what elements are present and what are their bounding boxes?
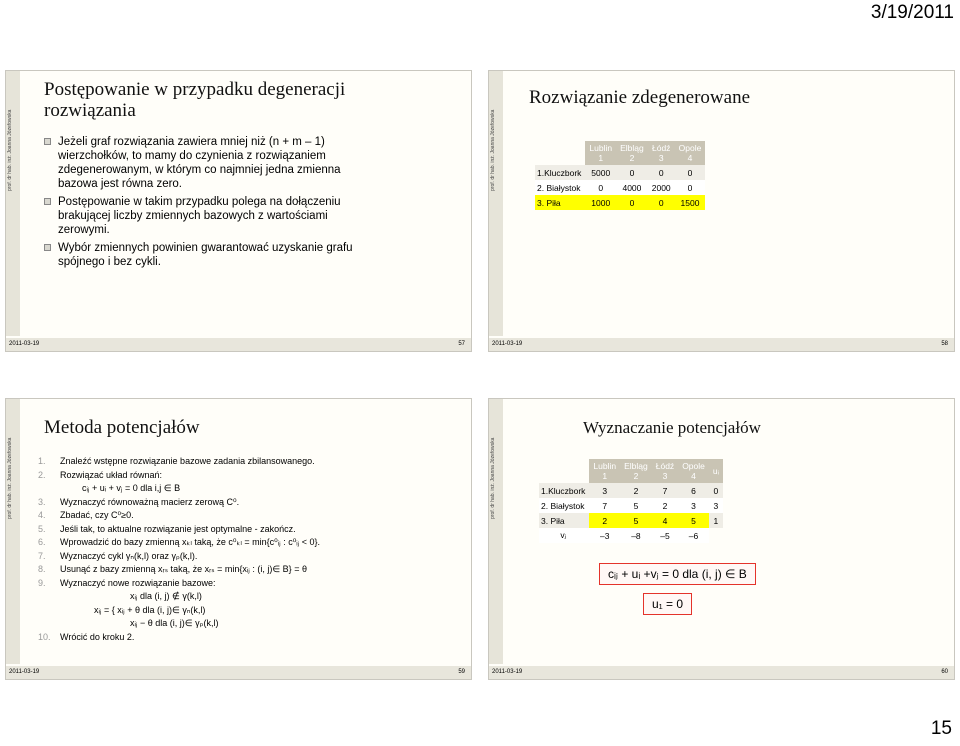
column-header: Elbląg 2 (620, 459, 652, 483)
step-formula: xᵢⱼ dla (i, j) ∉ γ(k,l) (130, 591, 202, 601)
page-number: 15 (930, 718, 952, 739)
author-label: prof. dr hab. inż. Joanna Józefowska (7, 109, 13, 191)
footer-slide-number: 57 (458, 341, 465, 347)
step-formula: xᵢⱼ − θ dla (i, j)∈ γₚ(k,l) (130, 618, 219, 628)
table-row: 1.Kluczbork 5000 0 0 0 (535, 165, 705, 180)
side-bar (6, 71, 20, 336)
step-item: 4. Zbadać, czy C⁰≥0. (38, 510, 134, 520)
slide-footer (6, 666, 471, 679)
side-bar (489, 71, 503, 336)
step-item: 10. Wrócić do kroku 2. (38, 631, 135, 642)
footer-slide-number: 59 (458, 669, 465, 675)
side-bar (489, 399, 503, 664)
footer-date: 2011-03-19 (492, 341, 523, 347)
bullet-list (44, 135, 364, 273)
table-row: 1.Kluczbork 3 2 7 6 0 (539, 483, 723, 498)
bullet-item: Jeżeli graf rozwiązania zawiera mniej niż (n + m – 1) wierzchołków, to mamy do czynienia z rozwiązaniem zdegenerowanym, w którym co najmniej jedna zmienna bazowa jest równa zero. (44, 135, 364, 191)
slide-footer (6, 338, 471, 351)
bullet-square-icon (44, 138, 51, 145)
step-item: 7. Wyznaczyć cykl γₙ(k,l) oraz γₚ(k,l). (38, 550, 198, 561)
table-row: 3. Piła 2 5 4 5 1 (539, 513, 723, 528)
slide-footer (489, 666, 954, 679)
step-formula: xᵢⱼ = { xᵢⱼ + θ dla (i, j)∈ γₙ(k,l) (94, 604, 206, 615)
author-label: prof. dr hab. inż. Joanna Józefowska (490, 437, 496, 519)
step-item: 6. Wprowadzić do bazy zmienną xₖₗ taką, że c⁰ₖₗ = min{c⁰ᵢⱼ : c⁰ᵢⱼ < 0}. (38, 537, 321, 547)
bullet-item: Wybór zmiennych powinien gwarantować uzyskanie grafu spójnego i bez cykli. (44, 241, 364, 269)
column-header: uᵢ (709, 459, 723, 483)
footer-slide-number: 58 (941, 341, 948, 347)
author-label: prof. dr hab. inż. Joanna Józefowska (490, 109, 496, 191)
slide-59 (5, 398, 472, 680)
slide-58 (488, 70, 955, 352)
algorithm-steps (38, 455, 320, 644)
step-formula: cᵢⱼ + uᵢ + vⱼ = 0 dla i,j ∈ B (82, 483, 181, 493)
column-header: Elbląg 2 (616, 141, 648, 165)
table-row: 3. Piła 1000 0 0 1500 (535, 195, 705, 210)
footer-date: 2011-03-19 (492, 669, 523, 675)
slide-title: Postępowanie w przypadku degeneracji rozwiązania (44, 79, 346, 121)
column-header: Łódź 3 (652, 459, 678, 483)
footer-slide-number: 60 (941, 669, 948, 675)
bullet-square-icon (44, 198, 51, 205)
step-item: 9. Wyznaczyć nowe rozwiązanie bazowe: (38, 577, 216, 588)
slide-60 (488, 398, 955, 680)
step-item: 1. Znaleźć wstępne rozwiązanie bazowe zadania zbilansowanego. (38, 456, 315, 466)
step-item: 8. Usunąć z bazy zmienną xᵣₛ taką, że xᵣₛ = min{xᵢⱼ : (i, j)∈ B} = θ (38, 564, 307, 574)
footer-date: 2011-03-19 (9, 341, 40, 347)
slide-title: Wyznaczanie potencjałów (583, 418, 761, 437)
step-item: 2. Rozwiązać układ równań: (38, 469, 163, 480)
equation-box: cᵢⱼ + uᵢ +vⱼ = 0 dla (i, j) ∈ B (599, 563, 756, 585)
step-item: 3. Wyznaczyć równoważną macierz zerową C⁰. (38, 496, 240, 507)
slide-title: Metoda potencjałów (44, 417, 200, 438)
bullet-square-icon (44, 244, 51, 251)
solution-table (535, 141, 705, 210)
author-label: prof. dr hab. inż. Joanna Józefowska (7, 437, 13, 519)
potentials-table (539, 459, 723, 543)
slide-57 (5, 70, 472, 352)
bullet-item: Postępowanie w takim przypadku polega na dołączeniu brakującej liczby zmiennych bazowych z wartościami zerowymi. (44, 195, 364, 237)
equation-box: u₁ = 0 (643, 593, 692, 615)
table-row: 2. Białystok 7 5 2 3 3 (539, 498, 723, 513)
table-row: 2. Białystok 0 4000 2000 0 (535, 180, 705, 195)
footer-date: 2011-03-19 (9, 669, 40, 675)
column-header: Łódź 3 (648, 141, 675, 165)
slide-title: Rozwiązanie zdegenerowane (529, 87, 751, 108)
column-header: Lublin 1 (589, 459, 620, 483)
column-header: Lublin 1 (585, 141, 616, 165)
column-header: Opole 4 (675, 141, 706, 165)
side-bar (6, 399, 20, 664)
step-item: 5. Jeśli tak, to aktualne rozwiązanie jest optymalne - zakończ. (38, 523, 296, 534)
table-row: vⱼ –3 –8 –5 –6 (539, 528, 723, 543)
column-header: Opole 4 (678, 459, 709, 483)
slide-footer (489, 338, 954, 351)
page-date: 3/19/2011 (870, 2, 954, 23)
